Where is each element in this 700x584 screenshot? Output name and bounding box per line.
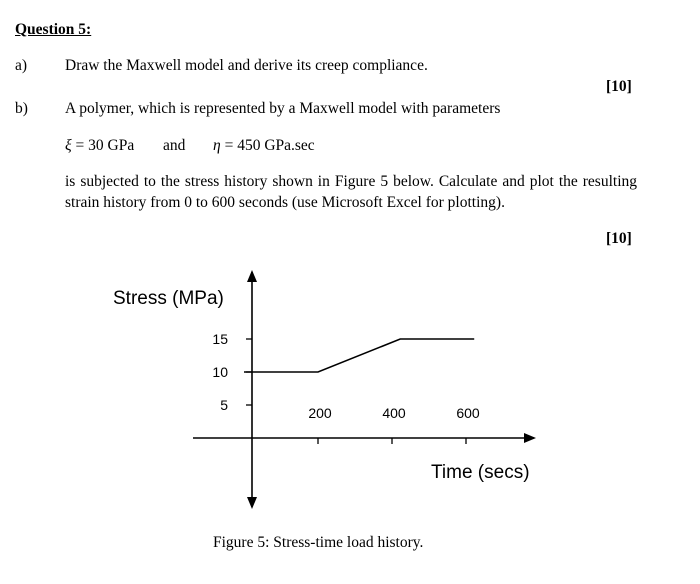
- question-heading: Question 5:: [15, 21, 92, 38]
- y-axis-label: Stress (MPa): [113, 288, 224, 309]
- part-b-body: is subjected to the stress history shown in Figure 5 below. Calculate and plot the resulting strain history from 0 to 600 seconds (use Microsoft Excel for plotting).: [65, 173, 637, 211]
- y-tick-label: 10: [212, 364, 228, 380]
- figure-caption: Figure 5: Stress-time load history.: [213, 534, 424, 551]
- x-axis-label: Time (secs): [431, 462, 530, 483]
- eta-value: = 450 GPa.sec: [224, 137, 315, 154]
- y-tick-label: 15: [212, 331, 228, 347]
- x-tick-label: 600: [456, 405, 480, 421]
- xi-value: = 30 GPa: [75, 137, 135, 154]
- eta-symbol: η: [213, 137, 221, 154]
- x-tick-label: 200: [308, 405, 332, 421]
- xi-symbol: ξ: [65, 137, 72, 154]
- part-b-marks: [10]: [606, 230, 632, 247]
- stress-series-line: [244, 339, 474, 372]
- part-a-marks: [10]: [606, 78, 632, 95]
- y-tick-label: 5: [220, 397, 228, 413]
- part-b-label: b): [15, 100, 28, 117]
- x-tick-label: 400: [382, 405, 406, 421]
- part-a-label: a): [15, 57, 28, 74]
- part-b-intro: A polymer, which is represented by a Maxwell model with parameters: [65, 100, 501, 117]
- part-a-text: Draw the Maxwell model and derive its creep compliance.: [65, 57, 428, 74]
- and-word: and: [163, 137, 186, 154]
